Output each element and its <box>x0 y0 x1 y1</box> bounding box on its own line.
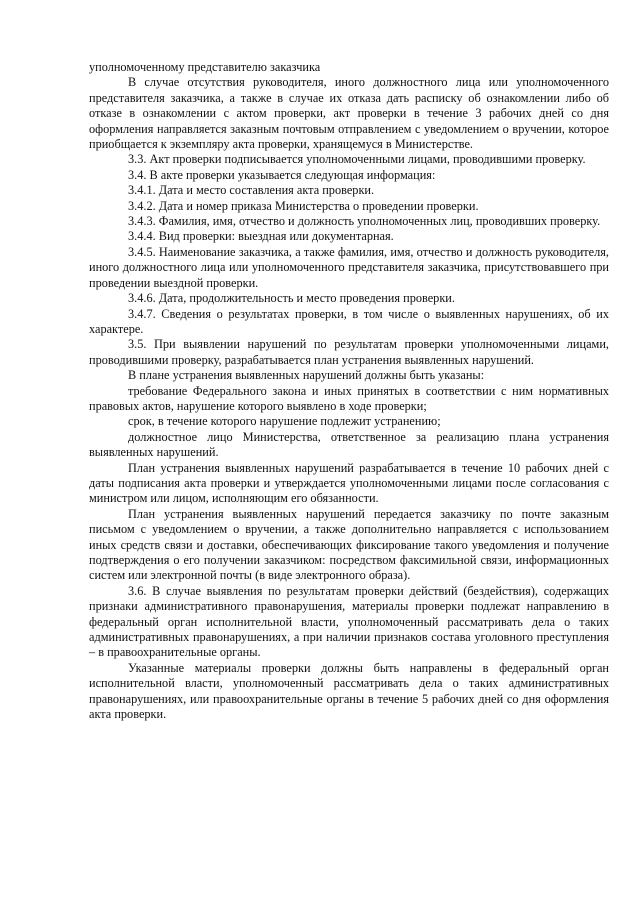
plan-development-paragraph: План устранения выявленных нарушений разрабатывается в течение 10 рабочих дней с даты подписания акта проверки и утверждается уполномоченными лицами после согласования с министром или лицом, исполняющим его обязанности. <box>89 460 609 506</box>
clause-3-4-1: 3.4.1. Дата и место составления акта проверки. <box>128 183 375 198</box>
plan-delivery-paragraph: План устранения выявленных нарушений передается заказчику по почте заказным письмом с уведомлением о вручении, а также дополнительно направляется с использованием иных средств связи и доставки, обеспечивающих фиксирование такого уведомления и получение подтверждения о его получении заказчиком: посредством факсимильной связи, информационных систем или электронной почты (в виде электронного образа). <box>89 506 609 583</box>
clause-3-4: 3.4. В акте проверки указывается следующая информация: <box>128 167 436 182</box>
clause-3-4-5: 3.4.5. Наименование заказчика, а также фамилия, имя, отчество и должность руководителя, иного должностного лица или уполномоченного представителя заказчика, присутствовавшего при проведении выездной проверки. <box>89 244 609 290</box>
plan-contents-intro: В плане устранения выявленных нарушений должны быть указаны: <box>128 368 485 383</box>
clause-3-4-3: 3.4.3. Фамилия, имя, отчество и должность уполномоченных лиц, проводивших проверку. <box>128 214 601 229</box>
clause-3-3: 3.3. Акт проверки подписывается уполномоченными лицами, проводившими проверку. <box>128 152 586 167</box>
plan-item-responsible: должностное лицо Министерства, ответственное за реализацию плана устранения выявленных нарушений. <box>89 429 609 460</box>
plan-item-deadline: срок, в течение которого нарушение подлежит устранению; <box>128 414 441 429</box>
clause-3-4-2: 3.4.2. Дата и номер приказа Министерства о проведении проверки. <box>128 198 479 213</box>
document-page <box>89 60 609 722</box>
clause-3-6: 3.6. В случае выявления по результатам проверки действий (бездействия), содержащих признаки административного правонарушения, материалы проверки подлежат направлению в федеральный орган исполнительной власти, уполномоченный рассматривать дела о таких административных правонарушениях, а при наличии признаков состава уголовного преступления – в правоохранительные органы. <box>89 583 609 660</box>
materials-forwarding-paragraph: Указанные материалы проверки должны быть направлены в федеральный орган исполнительной власти, уполномоченный рассматривать дела о таких административных правонарушениях, или правоохранительные органы в течение 5 рабочих дней со дня оформления акта проверки. <box>89 660 609 722</box>
paragraph-continuation: уполномоченному представителю заказчика <box>89 60 321 74</box>
plan-item-requirement: требование Федерального закона и иных принятых в соответствии с ним нормативных правовых актов, нарушение которого выявлено в ходе проверки; <box>89 383 609 413</box>
clause-3-4-6: 3.4.6. Дата, продолжительность и место проведения проверки. <box>128 291 455 306</box>
clause-3-4-7: 3.4.7. Сведения о результатах проверки, в том числе о выявленных нарушениях, об их характере. <box>89 306 609 336</box>
paragraph-absence-procedure: В случае отсутствия руководителя, иного должностного лица или уполномоченного представителя заказчика, а также в случае их отказа дать расписку об ознакомлении либо об отказе в ознакомлении с актом проверки, акт проверки в течение 3 рабочих дней со дня оформления направляется заказным почтовым отправлением с уведомлением о вручении, которое приобщается к экземпляру акта проверки, хранящемуся в Министерстве. <box>89 75 609 152</box>
clause-3-4-4: 3.4.4. Вид проверки: выездная или документарная. <box>128 229 394 244</box>
clause-3-5: 3.5. При выявлении нарушений по результатам проверки уполномоченными лицами, проводившими проверку, разрабатывается план устранения выявленных нарушений. <box>89 337 609 367</box>
